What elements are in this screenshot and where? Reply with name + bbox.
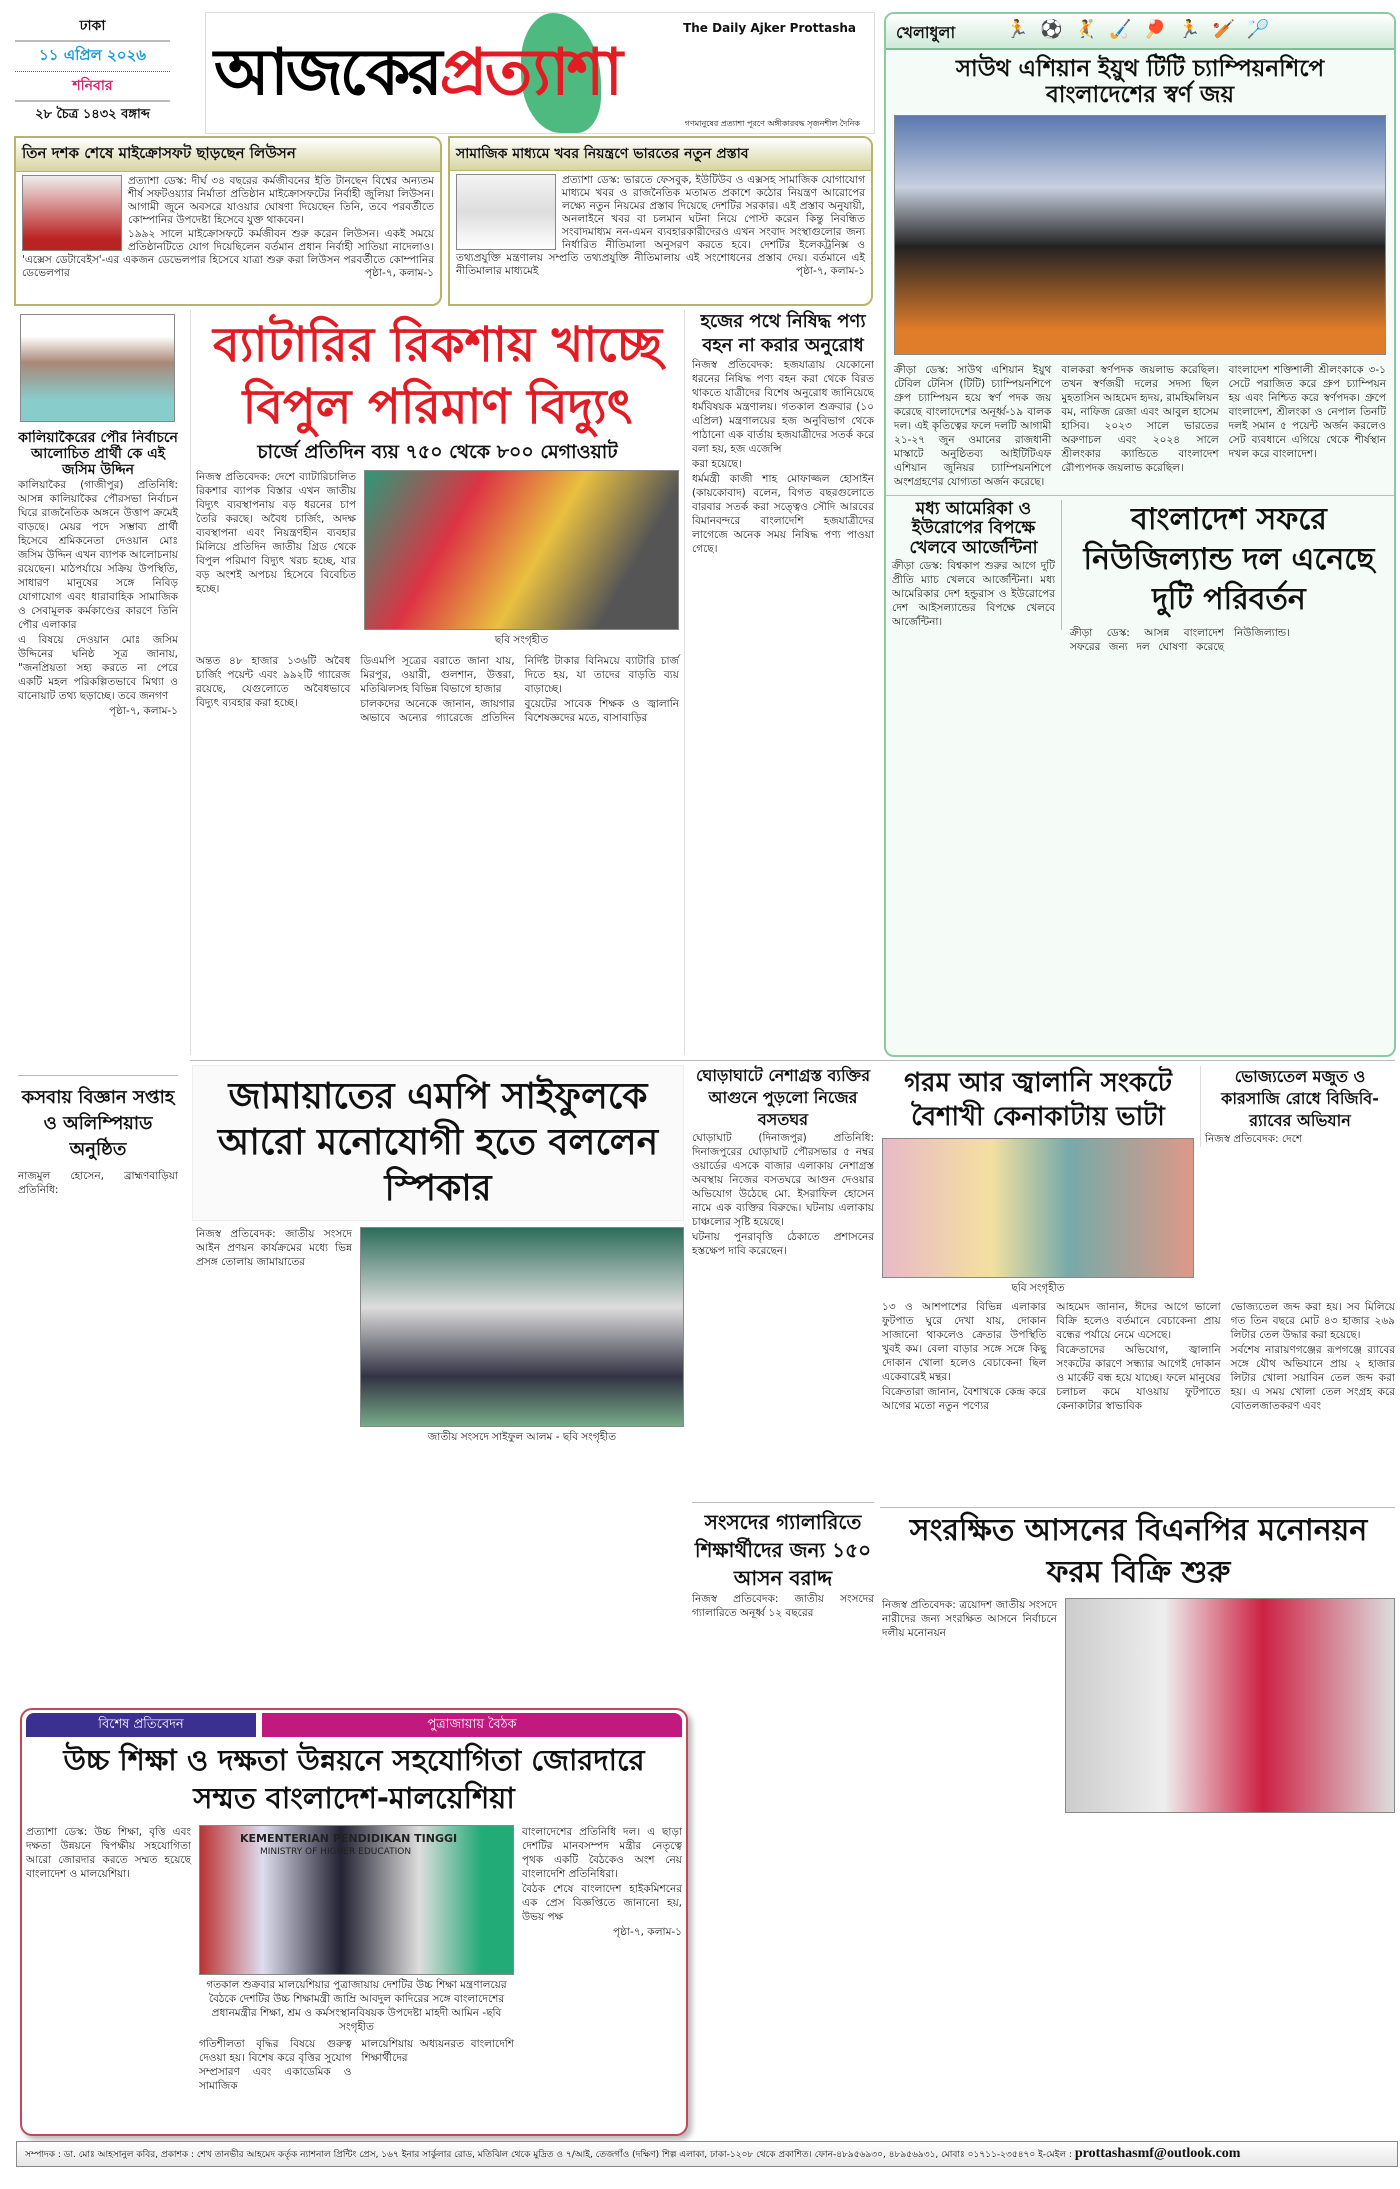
- argentina-headline[interactable]: মধ্য আমেরিকা ও ইউরোপের বিপক্ষে খেলবে আর্জেন্টিনা: [909, 498, 1038, 558]
- story-edible-oil: [1200, 1066, 1395, 1147]
- body-text: নিজস্ব প্রতিবেদক: হজযাত্রায় যেকোনো ধরনের নিষিদ্ধ পণ্য বহন করা থেকে বিরত থাকতে যাত্রীদের বিশেষ অনুরোধ জানিয়েছে ধর্মবিষয়ক মন্ত্রণালয়। গতকাল শুক্রবার (১০ এপ্রিল) মন্ত্রণালয়ের হজ অনুবিভাগ থেকে পাঠানো এক বার্তায় হজযাত্রীদের সতর্ক করে বলা হয়, হজ এজেন্সি: [692, 359, 874, 455]
- masthead: [205, 12, 875, 134]
- lead-subhead: চার্জে প্রতিদিন ব্যয় ৭৫০ থেকে ৮০০ মেগাওয়াট: [257, 441, 618, 463]
- headline[interactable]: সামাজিক মাধ্যমে খবর নিয়ন্ত্রণে ভারতের নতুন প্রস্তাব: [450, 138, 871, 171]
- email-link[interactable]: prottashasmf@outlook.com: [1074, 2146, 1241, 2161]
- photo-sign-text: KEMENTERIAN PENDIDIKAN TINGGI: [240, 1832, 458, 1845]
- body-text-span: প্রত্যাশা ডেস্ক: ভারতে ফেসবুক, ইউটিউব ও এক্সসহ সামাজিক যোগাযোগ মাধ্যমে খবর ও রাজনৈতিক মতামত প্রকাশে কঠোর নিয়ন্ত্রণ আরোপের লক্ষ্যে নতুন নিয়মের প্রস্তাব দিয়েছে দেশটির সরকার। এই প্রস্তাব অনুযায়ী, অনলাইনে খবর বা চলমান ঘটনা নিয়ে পোস্ট করেন কিন্তু নিবন্ধিত সংবাদমাধ্যম নন-এমন ব্যবহারকারীদেরও এখন সংবাদ সংস্থাগুলোর জন্য নির্ধারিত নীতিমালা অনুসরণ করতে হবে। দেশটির ইলেকট্রনিক্স ও তথ্যপ্রযুক্তি মন্ত্রণালয় সম্প্রতি তথ্যপ্রযুক্তি নীতিমালায় এই সংশোধনের প্রস্তাব দেয়। বর্তমানে এই নীতিমালার মাধ্যমেই: [456, 174, 865, 277]
- body-text: অন্তত ৪৮ হাজার ১৩৬টি অবৈধ চার্জিং পয়েন্ট এবং ৯৯২টি গ্যারেজ রয়েছে, যেগুলোতে অবৈধভাবে বিদ্যুৎ ব্যবহার করা হচ্ছে।: [196, 654, 351, 709]
- body-text: নাজমুল হোসেন, ব্রাহ্মণবাড়িয়া প্রতিনিধি:: [18, 1170, 178, 1196]
- story-parliament-gallery: [692, 1508, 874, 1703]
- sports-figures-icon: 🏃⚽🤾🏑🏓🏃🏏🏸: [1006, 19, 1282, 40]
- body-text: ডিএমপি সূত্রের বরাতে জানা যায়, মিরপুর, ওয়ারী, গুলশান, উত্তরা, মতিঝিলসহ বিভিন্ন বিভাগে হাজার: [360, 654, 515, 695]
- dateline-city: ঢাকা: [15, 14, 170, 42]
- body-text: সর্বশেষ নারায়ণগঞ্জের রূপগঞ্জে র‍্যাবের সঙ্গে যৌথ অভিযানে প্রায় ২ হাজার লিটার খোলা সয়াবিন তেল জব্দ করা হয়। এ সময় খোলা তেল সংগ্রহ করে বোতলজাতকরণ এবং: [1230, 1344, 1395, 1412]
- story-kasba: [18, 1085, 178, 1695]
- body-text: বাংলাদেশ শক্তিশালী শ্রীলংকাকে ৩-১ সেটে পরাজিত করে গ্রুপ চ্যাম্পিয়ন হয় এবং নিশ্চিত করে স্বর্ণপদক। গ্রুপে বাংলাদেশ, শ্রীলংকা ও নেপাল তিনটি দলই সমান ৫ পয়েন্ট অর্জন করলেও সেট ব্যবধানে এগিয়ে থেকে শীর্ষস্থান দখল করে বাংলাদেশ।: [1228, 363, 1386, 460]
- sports-section: [884, 12, 1396, 1057]
- body-text: নিজস্ব প্রতিবেদক: দেশে ব্যাটারিচালিত রিকশার ব্যাপক বিস্তার এখন জাতীয় বিদ্যুৎ ব্যবস্থাপনায় বড় ধরনের চাপ তৈরি করছে। অবৈধ চার্জিং, অদক্ষ ব্যবস্থাপনা এবং নিয়ন্ত্রণহীন ব্যবহার মিলিয়ে প্রতিদিন জাতীয় গ্রিড থেকে বিপুল পরিমাণ বিদ্যুৎ খরচ হচ্ছে, যার বড় অংশই অপচয় হিসেবে বিবেচিত হচ্ছে।: [196, 470, 356, 595]
- photo-caption: গতকাল শুক্রবার মালয়েশিয়ার পুত্রাজায়ায় দেশটির উচ্চ শিক্ষা মন্ত্রণালয়ের বৈঠকে দেশটির উচ্চ শিক্ষামন্ত্রী জাম্রি আবদুল কাদিরের সঙ্গে বাংলাদেশের প্রধানমন্ত্রীর শিক্ষা, শ্রম ও কর্মসংস্থানবিষয়ক উপদেষ্টা মাহদী আমিন -ছবি সংগৃহীত: [206, 1979, 507, 2033]
- photo-caption: ছবি সংগৃহীত: [1011, 1282, 1065, 1294]
- body-text: মালয়েশিয়ায় অধ্যয়নরত বাংলাদেশি শিক্ষার্থীদের: [361, 2038, 514, 2064]
- body-text: বাংলাদেশের প্রতিনিধি দল। এ ছাড়া দেশটির মানবসম্পদ মন্ত্রীর নেতৃত্বে পৃথক একটি বৈঠকেও অংশ নেয় বাংলাদেশি প্রতিনিধিরা।: [522, 1826, 682, 1880]
- photo-jasim-uddin: [20, 314, 175, 422]
- newspaper-name: [214, 35, 620, 111]
- body-text: ক্রীড়া ডেস্ক: আসন্ন বাংলাদেশ সফরের জন্য দল ঘোষণা করেছে নিউজিল্যান্ড।: [1070, 626, 1290, 653]
- story-jamaat-mp: [192, 1065, 684, 1700]
- headline[interactable]: ঘোড়াঘাটে নেশাগ্রস্ত ব্যক্তির আগুনে পুড়লো নিজের বসতঘর: [696, 1066, 870, 1129]
- body-text: নিজস্ব প্রতিবেদক: দেশে: [1205, 1133, 1303, 1145]
- photo-caption: জাতীয় সংসদে সাইফুল আলম - ছবি সংগৃহীত: [427, 1431, 617, 1443]
- photo-parliament: [360, 1227, 684, 1427]
- footer-imprint: [16, 2141, 1398, 2167]
- body-text: ১৩ ও আশপাশের বিভিন্ন এলাকার ফুটপাত ঘুরে দেখা যায়, দোকান সাজানো থাকলেও ক্রেতার উপস্থিতি খুবই কম। বেলা বাড়ার সঙ্গে সঙ্গে কিছু দোকান খোলা হলেও বেচাকেনা ছিল একেবারেই মন্থর।: [882, 1301, 1047, 1383]
- photo-shopping: [882, 1138, 1194, 1278]
- story-kaliakoir: [18, 430, 178, 1070]
- story-boishakhi-shopping: [882, 1066, 1395, 1504]
- body-text: প্রত্যাশা ডেস্ক: দীর্ঘ ৩৪ বছরের কর্মজীবনের ইতি টানছেন বিশ্বের অন্যতম শীর্ষ সফটওয়্যার নির্মাতা প্রতিষ্ঠান মাইক্রোসফটের নির্বাহী জুলিয়া লিউসন। আগামী জুনে অবসরে যাওয়ার ঘোষণা দিয়েছেন তিনি, তবে পরবর্তীতে কোম্পানির উপদেষ্টা হিসেবে যুক্ত থাকবেন।: [128, 175, 434, 226]
- tab-label: বিশেষ প্রতিবেদন: [98, 1717, 184, 1732]
- dateline-weekday: শনিবার: [15, 72, 170, 102]
- tab-label: পুত্রাজায়ায় বৈঠক: [427, 1717, 517, 1732]
- photo-caption: ছবি সংগৃহীত: [494, 633, 549, 646]
- story-microsoft: [14, 136, 442, 306]
- story-hajj: [692, 310, 874, 1055]
- body-text: ঘোড়াঘাট (দিনাজপুর) প্রতিনিধি: দিনাজপুরের ঘোড়াঘাট পৌরসভার ৫ নম্বর ওয়ার্ডের এসকে বাজার এলাকায় নেশাগ্রস্ত অবস্থায় নিজের বসতঘরে আগুন দেওয়ার অভিযোগ উঠেছে মো. ইসরাফিল হোসেন নামে এক ব্যক্তির বিরুদ্ধে। ঘটনায় এলাকায় চাঞ্চল্যের সৃষ্টি হয়েছে।: [692, 1132, 874, 1228]
- jump-link[interactable]: পৃষ্ঠা-৭, কলাম-১: [109, 705, 178, 718]
- dateline-gregorian: ১১ এপ্রিল ২০২৬: [15, 42, 170, 72]
- photo-rickshaws: [364, 470, 679, 630]
- body-text: কালিয়াকৈর (গাজীপুর) প্রতিনিধি: আসন্ন কালিয়াকৈর পৌরসভা নির্বাচন ঘিরে রাজনৈতিক অঙ্গনে উত্তাপ ক্রমেই বাড়ছে। মেয়র পদে সম্ভাব্য প্রার্থী হিসেবে শ্রমিকনেতা দেওয়ান মোঃ জসিম উদ্দিন এখন ব্যাপক আলোচনায় রয়েছেন। মাঠপর্যায়ে সক্রিয় উপস্থিতি, সাধারণ মানুষের সঙ্গে নিবিড় যোগাযোগ এবং ধারাবাহিক সামাজিক ও সেবামূলক কর্মকাণ্ডের কারণে তিনি পৌর এলাকার: [18, 479, 178, 632]
- jump-link[interactable]: পৃষ্ঠা-৭, কলাম-১: [365, 267, 434, 279]
- body-text: নিজস্ব প্রতিবেদক: ত্রয়োদশ জাতীয় সংসদে নারীদের জন্য সংরক্ষিত আসনে নির্বাচনে দলীয় মনোনয়ন: [882, 1599, 1057, 1639]
- body-text: গতিশীলতা বৃদ্ধির বিষয়ে গুরুত্ব দেওয়া হয়। বিশেষ করে বৃত্তির সুযোগ সম্প্রসারণ এবং একাডেমিক ও সামাজিক: [199, 2038, 352, 2092]
- english-title: The Daily Ajker Prottasha: [683, 21, 856, 35]
- photo-bnp-form: [1065, 1598, 1395, 1813]
- photo-protester-placard: [456, 174, 556, 250]
- body-text: ক্রীড়া ডেস্ক: সাউথ এশিয়ান ইয়ুথ টেবিল টেনিস (টিটি) চ্যাম্পিয়নশিপে গ্রুপ চ্যাম্পিয়ন হয়ে স্বর্ণ পদক জয় করেছে বাংলাদেশের অনূর্ধ্ব-১৯ বালক দল। এই কৃতিত্বের ফলে দলটি আগামী ২১-২৭ জুন ওমানের রাজধানী মাস্কাটে অনুষ্ঠিতব্য আইটিটিএফ এশিয়ান জুনিয়র চ্যাম্পিয়নশিপে অংশগ্রহণের যোগ্যতা অর্জন করেছে।: [894, 363, 1052, 488]
- headline[interactable]: হজের পথে নিষিদ্ধ পণ্য বহন না করার অনুরোধ: [700, 311, 866, 356]
- body-text: ঘটনায় পুনরাবৃত্তি ঠেকাতে প্রশাসনের হস্তক্ষেপ দাবি করেছেন।: [692, 1231, 874, 1257]
- body-text: আহমেদ জানান, ঈদের আগে ভালো বিক্রি হলেও বর্তমানে বেচাকেনা প্রায় বন্ধের পর্যায়ে নেমে এসেছে।: [1056, 1301, 1221, 1341]
- dateline-bangla: ২৮ চৈত্র ১৪৩২ বঙ্গাব্দ: [35, 107, 150, 122]
- body-text: ভোজ্যতেল জব্দ করা হয়। সব মিলিয়ে গত তিন বছরে মোট ৪৩ হাজার ২৬৯ লিটার তেল উদ্ধার করা হয়েছে।: [1230, 1301, 1395, 1341]
- body-text: প্রত্যাশা ডেস্ক: উচ্চ শিক্ষা, বৃত্তি এবং দক্ষতা উন্নয়নে দ্বিপক্ষীয় সহযোগিতা আরো জোরদার করতে সম্মত হয়েছে বাংলাদেশ ও মালয়েশিয়া।: [26, 1826, 191, 1880]
- body-text: ধর্মমন্ত্রী কাজী শাহ মোফাজ্জল হোসাইন (কায়কোবাদ) বলেন, বিগত বছরগুলোতে বারবার সতর্ক করা সত্ত্বেও সৌদি আরবের বিমানবন্দরে বাংলাদেশি হজযাত্রীদের লাগেজে অনেক সময় নিষিদ্ধ পণ্য পাওয়া গেছে।: [692, 473, 874, 555]
- dateline: [15, 14, 170, 126]
- jump-link[interactable]: পৃষ্ঠা-৭, কলাম-১: [796, 265, 865, 277]
- story-india-social-media: [448, 136, 873, 306]
- tagline: গণমানুষের প্রত্যাশা পূরণে অঙ্গীকারবদ্ধ সৃজনশীল দৈনিক: [684, 119, 860, 128]
- headline[interactable]: গরম আর জ্বালানি সংকটে বৈশাখী কেনাকাটায় ভাটা: [904, 1068, 1172, 1132]
- imprint-text: সম্পাদক : ডা. মোঃ আহসানুল কবির, প্রকাশক : শেখ তানভীর আহমেদ কর্তৃক ন্যাশনাল প্রিন্টিং প্রেস, ১৬৭ ইনার সার্কুলার রোড, মতিঝিল থেকে মুদ্রিত ও ৭/আই, তেজগাঁও (দক্ষিণ) শিল্প এলাকা, ঢাকা-১২০৮ থেকে প্রকাশিত। ফোন-৪৮৯৫৬৯৩০, ৪৮৯৫৬৯৩১, মোবাঃ ০১৭১১-২৩৫৪৭০ ই-মেইল :: [25, 2150, 1072, 2160]
- body-text: বিক্রেতারা জানান, বৈশাখকে কেন্দ্র করে আগের মতো নতুন পণ্যের: [882, 1386, 1047, 1412]
- sports-headline[interactable]: সাউথ এশিয়ান ইয়ুথ টিটি চ্যাম্পিয়নশিপে বাংলাদেশের স্বর্ণ জয়: [955, 56, 1325, 109]
- section-label: খেলাধুলা: [896, 23, 956, 42]
- sports-banner: [886, 14, 1394, 50]
- headline[interactable]: সংসদের গ্যালারিতে শিক্ষার্থীদের জন্য ১৫০ আসন বরাদ্দ: [694, 1510, 872, 1590]
- photo-julia-liuson: [22, 175, 122, 251]
- headline[interactable]: উচ্চ শিক্ষা ও দক্ষতা উন্নয়নে সহযোগিতা জোরদারে সম্মত বাংলাদেশ-মালয়েশিয়া: [63, 1743, 645, 1815]
- story-bnp-nomination: [882, 1510, 1395, 2135]
- headline[interactable]: ভোজ্যতেল মজুত ও কারসাজি রোধে বিজিবি-র‍্যাবের অভিযান: [1221, 1067, 1379, 1130]
- lead-headline-line-1: ব্যাটারির রিকশায় খাচ্ছে: [212, 317, 663, 373]
- body-text-span: ১৯৯২ সালে মাইক্রোসফটে কর্মজীবন শুরু করেন লিউসন। একই সময়ে প্রতিষ্ঠানটিতে যোগ দিয়েছিলেন বর্তমান প্রধান নির্বাহী সাতিয়া নাদেলাও। 'এক্সেস ডেটাবেইস'-এর একজন ডেভেলপার হিসেবে যাত্রা শুরু করা লিউসন পরবর্তীতে কোম্পানির ডেভেলপার: [22, 228, 434, 279]
- story-ghoraghat: [692, 1065, 874, 1500]
- body-text: বৈঠক শেষে বাংলাদেশ হাইকমিশনের এক প্রেস বিজ্ঞপ্তিতে জানানো হয়, উভয় পক্ষ: [522, 1883, 682, 1923]
- headline[interactable]: কসবায় বিজ্ঞান সপ্তাহ ও অলিম্পিয়াড অনুষ্ঠিত: [21, 1087, 175, 1160]
- headline[interactable]: সংরক্ষিত আসনের বিএনপির মনোনয়ন ফরম বিক্রি শুরু: [909, 1513, 1368, 1590]
- nz-headline[interactable]: বাংলাদেশ সফরে নিউজিল্যান্ড দল এনেছে দুটি পরিবর্তন: [1083, 501, 1375, 617]
- lead-headline-line-2: বিপুল পরিমাণ বিদ্যুৎ: [242, 379, 633, 435]
- body-text: করা হয়েছে।: [692, 458, 742, 470]
- lead-story-battery-rickshaw: [190, 310, 685, 1055]
- headline[interactable]: কালিয়াকৈরের পৌর নির্বাচনে আলোচিত প্রার্থী কে এই জসিম উদ্দিন: [18, 430, 178, 479]
- headline[interactable]: তিন দশক শেষে মাইক্রোসফট ছাড়ছেন লিউসন: [16, 138, 440, 172]
- body-text: নিজস্ব প্রতিবেদক: জাতীয় সংসদে আইন প্রণয়ন কার্যক্রমের মধ্যে ভিন্ন প্রসঙ্গ তোলায় জামায়াতের: [196, 1228, 352, 1268]
- photo-malaysia-meeting: [199, 1825, 514, 1975]
- body-text: ক্রীড়া ডেস্ক: বিশ্বকাপ শুরুর আগে দুটি প্রীতি ম্যাচ খেলবে আর্জেন্টিনা। মধ্য আমেরিকার দেশ হন্ডুরাস ও ইউরোপের দেশ আইসল্যান্ডের বিপক্ষে খেলবে আর্জেন্টিনা।: [892, 559, 1055, 628]
- story-malaysia: [20, 1708, 688, 2136]
- body-text: নিজস্ব প্রতিবেদক: জাতীয় সংসদের গ্যালারিতে অনূর্ধ্ব ১২ বছরের: [692, 1593, 874, 1619]
- photo-sign-text: MINISTRY OF HIGHER EDUCATION: [260, 1847, 412, 1857]
- photo-tt-team: [894, 115, 1386, 355]
- lead-headline[interactable]: [196, 310, 679, 438]
- jump-link[interactable]: পৃষ্ঠা-৭, কলাম-১: [613, 1926, 682, 1938]
- body-text: চালকদের অনেকে জানান, জায়গার অভাবে অন্যের গ্যারেজে প্রতিদিন নির্দিষ্ট টাকার বিনিময়ে ব্যাটারি চার্জ দিতে হয়, যা তাদের বাড়তি ব্যয় বাড়াচ্ছে।: [360, 654, 679, 724]
- name-red: প্রত্যাশা: [439, 36, 620, 110]
- headline[interactable]: জামায়াতের এমপি সাইফুলকে আরো মনোযোগী হতে বললেন স্পিকার: [192, 1065, 684, 1221]
- name-black: আজকের: [214, 36, 440, 110]
- body-text: বিক্রেতাদের অভিযোগ, জ্বালানি সংকটের কারণে সন্ধ্যার আগেই দোকান ও মার্কেট বন্ধ হয়ে যাচ্ছে। ফলে মানুষের চলাচল কমে যাওয়ায় ফুটপাতে কেনাকাটার স্বাভাবিক: [1056, 1344, 1221, 1412]
- tab-special-report: [26, 1713, 256, 1737]
- tab-putrajaya: [262, 1713, 682, 1737]
- body-text: বুয়েটের সাবেক শিক্ষক ও জ্বালানি বিশেষজ্ঞদের মতে, বাসাবাড়ির: [524, 697, 679, 724]
- body-text: এ বিষয়ে দেওয়ান মোঃ জসিম উদ্দিনের ঘনিষ্ঠ সূত্র জানায়, "জনপ্রিয়তা সহ্য করতে না পেরে একটি মহল পরিকল্পিতভাবে মিথ্যা ও বানোয়াট তথ্য ছড়াচ্ছে। তবে জনগণ: [18, 634, 178, 703]
- story-boishakhi-body: [882, 1300, 1395, 1414]
- body-text: বালকরা স্বর্ণপদক জয়লাভ করেছিল। তখন স্বর্ণজয়ী দলের সদস্য ছিল মুহতাসিন আহমেদ হৃদয়, রামহিমলিয়ন বম, নাফিজ রেজা এবং আবুল হাসেম হাসিব। ২০২৩ সালে ভারতের অরুণাচল এবং ২০২৪ সালে শ্রীলংকার ক্যান্ডিতে বাংলাদেশ রৌপ্যপদক জয়লাভ করেছিল।: [1061, 363, 1219, 474]
